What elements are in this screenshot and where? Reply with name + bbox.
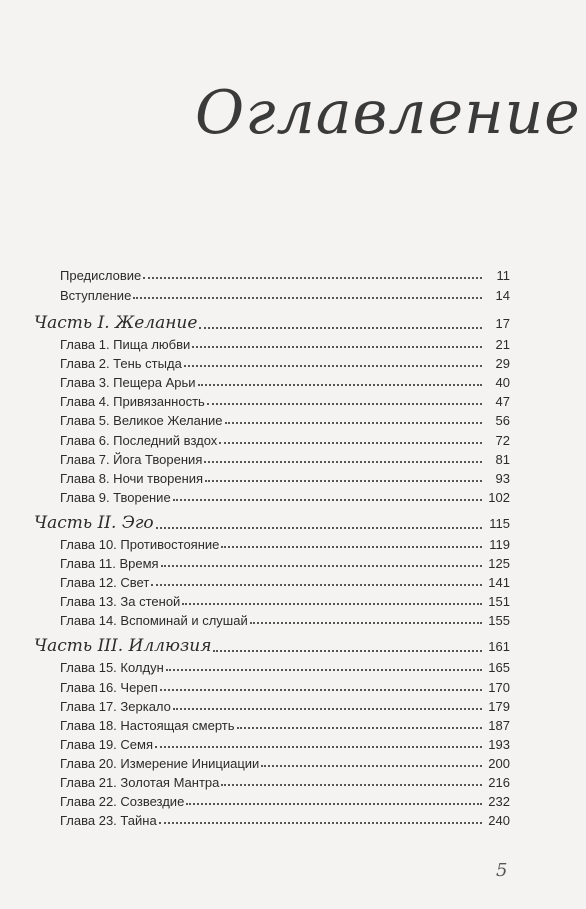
toc-chapter-label: Глава 16. Череп [60, 679, 158, 695]
dot-leader [186, 803, 482, 805]
toc-chapter-page: 102 [488, 489, 510, 505]
toc-chapter-page: 216 [488, 775, 510, 790]
toc-chapter-label: Глава 17. Зеркало [60, 698, 171, 714]
toc-chapter-label: Глава 19. Семя [60, 736, 154, 752]
dot-leader [143, 277, 482, 279]
toc-chapter-page: 29 [495, 356, 510, 372]
toc-part-page: 161 [488, 639, 510, 655]
toc-chapter-page: 151 [488, 594, 510, 610]
toc-chapter-label: Глава 6. Последний вздох [60, 432, 218, 448]
toc-chapter [60, 452, 510, 467]
dot-leader [159, 822, 482, 824]
toc-chapter-label: Глава 7. Йога Творения [60, 451, 203, 467]
dot-leader [205, 480, 482, 482]
toc-entry-label: Вступление [60, 288, 132, 303]
dot-leader [198, 384, 482, 386]
toc-chapter-label: Глава 21. Золотая Мантра [60, 775, 220, 790]
toc-chapter-page: 165 [488, 660, 510, 676]
toc-chapter-page: 187 [488, 717, 510, 733]
toc-chapter [60, 575, 510, 590]
toc-part [34, 636, 510, 656]
toc-chapter [60, 433, 510, 448]
toc-chapter [60, 537, 510, 552]
toc-chapter-page: 232 [488, 794, 510, 810]
toc-chapter [60, 356, 510, 371]
toc-chapter-page: 81 [495, 451, 510, 467]
toc-entry [60, 268, 510, 283]
dot-leader [213, 650, 482, 652]
dot-leader [207, 403, 482, 405]
toc-part [34, 513, 510, 533]
dot-leader [192, 346, 482, 348]
toc-chapter-page: 200 [488, 755, 510, 771]
toc-chapter-page: 119 [489, 536, 510, 552]
dot-leader [173, 499, 482, 501]
dot-leader [151, 584, 482, 586]
toc-chapter-page: 21 [495, 337, 510, 352]
toc-part-page: 17 [495, 316, 510, 331]
toc-chapter [60, 680, 510, 695]
toc-chapter [60, 794, 510, 809]
toc-chapter [60, 775, 510, 790]
toc-part [34, 313, 510, 333]
page-number: 5 [496, 860, 508, 881]
dot-leader [250, 622, 482, 624]
toc-chapter-page: 141 [488, 575, 510, 591]
toc-chapter-label: Глава 5. Великое Желание [60, 413, 223, 429]
toc-chapter [60, 490, 510, 505]
dot-leader [237, 727, 482, 729]
toc-chapter-label: Глава 22. Созвездие [60, 794, 185, 810]
toc-chapter [60, 756, 510, 771]
toc-chapter-label: Глава 8. Ночи творения [60, 470, 204, 486]
toc-chapter-label: Глава 10. Противостояние [60, 536, 220, 552]
toc-chapter [60, 413, 510, 428]
toc-chapter [60, 737, 510, 752]
toc-chapter [60, 394, 510, 409]
toc-part-label: Часть III. Иллюзия [34, 636, 212, 657]
toc-chapter [60, 813, 510, 828]
toc-chapter-label: Глава 2. Тень стыда [60, 356, 182, 372]
toc-chapter [60, 613, 510, 628]
dot-leader [155, 746, 482, 748]
dot-leader [184, 365, 482, 367]
toc-entry-page: 14 [495, 288, 510, 303]
toc-chapter [60, 718, 510, 733]
toc-entry-page: 11 [496, 268, 510, 283]
toc-chapter [60, 337, 510, 352]
dot-leader [182, 603, 482, 605]
dot-leader [221, 546, 482, 548]
toc-chapter-page: 40 [495, 375, 510, 391]
toc-chapter-label: Глава 9. Творение [60, 489, 171, 505]
toc-chapter-page: 72 [495, 432, 510, 448]
toc-part-page: 115 [489, 515, 510, 531]
toc-chapter-label: Глава 4. Привязанность [60, 394, 205, 410]
toc-chapter [60, 699, 510, 714]
dot-leader [160, 689, 482, 691]
dot-leader [261, 765, 482, 767]
toc-chapter [60, 375, 510, 390]
toc-chapter-page: 170 [488, 679, 510, 695]
toc-chapter-page: 56 [495, 413, 510, 429]
dot-leader [133, 297, 482, 299]
toc-chapter-page: 125 [488, 556, 510, 571]
toc-part-label: Часть I. Желание [34, 313, 198, 333]
dot-leader [204, 461, 482, 463]
toc-chapter-label: Глава 3. Пещера Арьи [60, 375, 196, 391]
toc-chapter-page: 93 [495, 470, 510, 486]
toc-chapter-label: Глава 15. Колдун [60, 660, 164, 676]
dot-leader [173, 708, 482, 710]
dot-leader [221, 784, 482, 786]
toc-chapter-label: Глава 11. Время [60, 556, 159, 571]
toc-chapter-page: 47 [495, 394, 510, 410]
dot-leader [156, 527, 482, 529]
toc-chapter-label: Глава 1. Пища любви [60, 337, 191, 352]
toc-chapter-label: Глава 13. За стеной [60, 594, 181, 610]
toc-chapter [60, 594, 510, 609]
toc-chapter-label: Глава 20. Измерение Инициации [60, 755, 260, 771]
toc-entry-label: Предисловие [60, 268, 142, 283]
toc-entry [60, 288, 510, 303]
dot-leader [166, 669, 482, 671]
dot-leader [161, 565, 482, 567]
dot-leader [225, 422, 482, 424]
page-title: Оглавление [195, 78, 581, 148]
toc-chapter-page: 240 [488, 813, 510, 829]
toc-chapter [60, 471, 510, 486]
toc-chapter-page: 193 [488, 736, 510, 752]
toc-chapter [60, 556, 510, 571]
toc-chapter [60, 660, 510, 675]
toc-chapter-label: Глава 23. Тайна [60, 813, 157, 829]
toc-part-label: Часть II. Эго [34, 512, 154, 533]
toc-chapter-label: Глава 12. Свет [60, 575, 150, 591]
dot-leader [219, 442, 482, 444]
toc-chapter-page: 179 [488, 698, 510, 714]
toc-chapter-page: 155 [488, 613, 510, 629]
toc-chapter-label: Глава 18. Настоящая смерть [60, 717, 235, 733]
dot-leader [199, 327, 482, 329]
toc-chapter-label: Глава 14. Вспоминай и слушай [60, 613, 248, 629]
